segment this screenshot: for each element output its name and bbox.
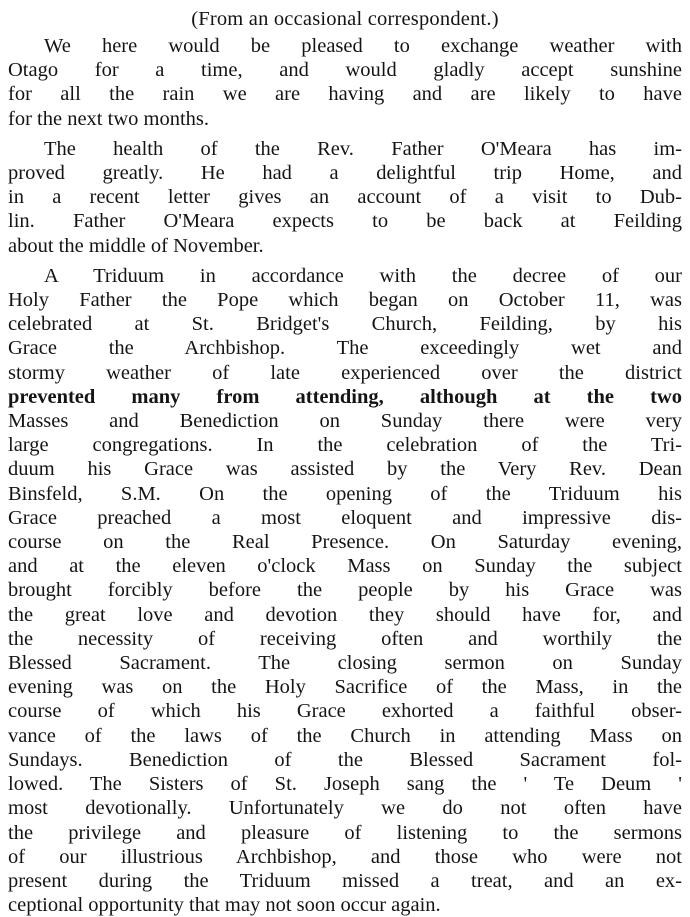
text-line: course of which his Grace exhorted a faithful obser-	[8, 700, 682, 723]
text-line: duum his Grace was assisted by the Very Rev. Dean	[8, 458, 682, 481]
text-line: large congregations. In the celebration of the Tri-	[8, 434, 682, 457]
text-line: Binsfeld, S.M. On the opening of the Triduum his	[8, 482, 682, 505]
byline: (From an occasional correspondent.)	[191, 8, 499, 30]
text-line: vance of the laws of the Church in attending Mass on	[8, 724, 682, 747]
bold-text-line: prevented many from attending, although at the two	[8, 385, 682, 408]
text-line: Masses and Benediction on Sunday there were very	[8, 410, 682, 433]
text-line: evening was on the Holy Sacrifice of the Mass, in the	[8, 676, 682, 699]
text-line: brought forcibly before the people by his Grace was	[8, 579, 682, 602]
text-line: lin. Father O'Meara expects to be back at Feilding	[8, 210, 682, 233]
text-line: in a recent letter gives an account of a visit to Dub-	[8, 186, 682, 209]
text-line: We here would be pleased to exchange weather with	[44, 35, 682, 57]
text-line: for all the rain we are having and are likely to have	[8, 83, 682, 106]
text-line: of our illustrious Archbishop, and those who were not	[8, 845, 682, 868]
text-line	[8, 385, 682, 409]
text-line: Sundays. Benediction of the Blessed Sacrament fol-	[8, 748, 682, 771]
text-line: A Triduum in accordance with the decree of our	[44, 264, 682, 287]
text-line: most devotionally. Unfortunately we do not often have	[8, 797, 682, 820]
text-line: the necessity of receiving often and worthily the	[8, 627, 682, 650]
text-line: the privilege and pleasure of listening to the sermons	[8, 821, 682, 844]
text-line: celebrated at St. Bridget's Church, Feilding, by his	[8, 313, 682, 336]
paragraph-weather	[8, 34, 682, 131]
text-line: and at the eleven o'clock Mass on Sunday the subject	[8, 555, 682, 578]
text-line: ceptional opportunity that may not soon occur again.	[8, 894, 441, 917]
text-line: for the next two months.	[8, 107, 209, 130]
paragraph-father-omeara	[8, 137, 682, 258]
text-line: The health of the Rev. Father O'Meara has im-	[44, 137, 682, 160]
text-line: lowed. The Sisters of St. Joseph sang the ' Te Deum '	[8, 773, 682, 796]
text-line: stormy weather of late experienced over the district	[8, 361, 682, 384]
text-line: Otago for a time, and would gladly accept sunshine	[8, 59, 682, 82]
text-line: present during the Triduum missed a treat, and an ex-	[8, 869, 682, 892]
text-line: course on the Real Presence. On Saturday evening,	[8, 531, 682, 554]
text-line: Blessed Sacrament. The closing sermon on Sunday	[8, 652, 682, 675]
text-line: about the middle of November.	[8, 234, 264, 257]
text-line: Grace the Archbishop. The exceedingly wet and	[8, 337, 682, 360]
text-line: Holy Father the Pope which began on October 11, was	[8, 289, 682, 312]
paragraph-triduum	[8, 264, 682, 917]
text-line: the great love and devotion they should have for, and	[8, 603, 682, 626]
text-line: Grace preached a most eloquent and impressive dis-	[8, 506, 682, 529]
text-line: proved greatly. He had a delightful trip Home, and	[8, 162, 682, 185]
